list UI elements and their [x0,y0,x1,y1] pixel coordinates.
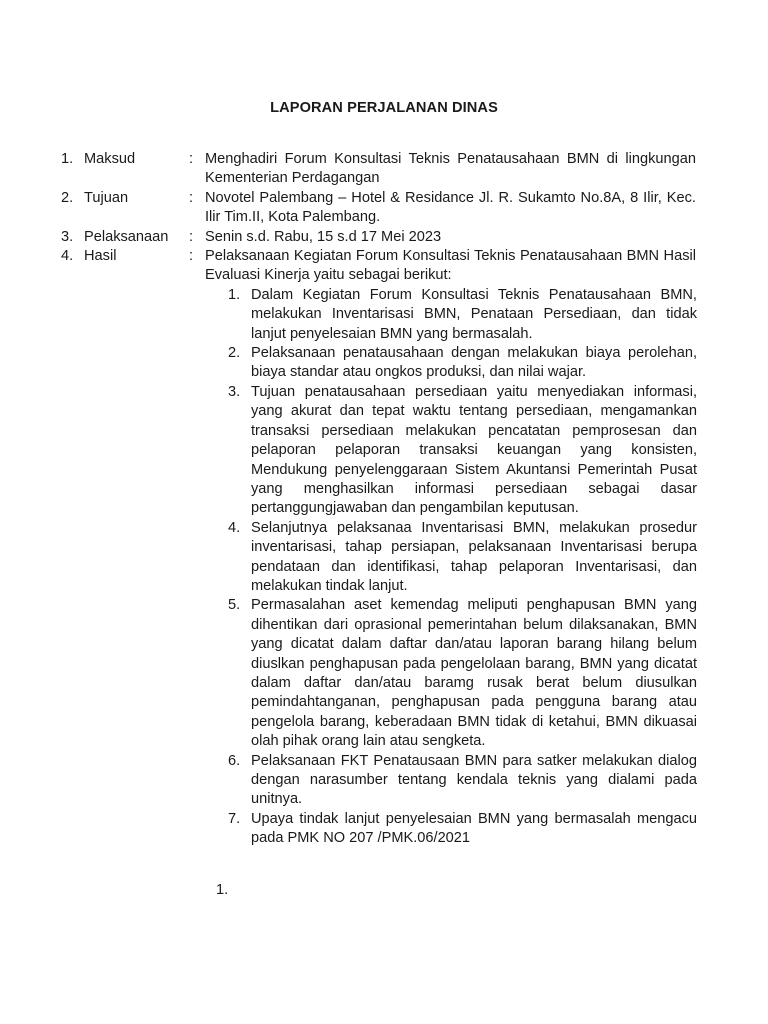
field-number: 4. [61,248,74,265]
list-item-text: Upaya tindak lanjut penyelesaian BMN yang bermasalah mengacu pada PMK NO 207 /PMK.06/2021 [251,810,697,847]
list-item-number: 7. [228,810,241,827]
list-item-number: 2. [228,345,241,362]
field-value: Menghadiri Forum Konsultasi Teknis Penatausahaan BMN di lingkungan Kementerian Perdagangan [205,151,696,187]
list-item [205,286,697,344]
list-item-text: Dalam Kegiatan Forum Konsultasi Teknis Penatausahaan BMN, melakukan Inventarisasi BMN, Penataan Persediaan, dan tidak lanjut penyelesaian BMN yang bermasalah. [251,286,697,342]
list-item-text: Pelaksanaan FKT Penatausaan BMN para satker melakukan dialog dengan narasumber tentang kendala teknis yang dialami pada unitnya. [251,752,697,808]
trailing-list-number: 1. [216,882,229,898]
field-hasil [0,247,768,286]
list-item [205,752,697,810]
field-colon: : [189,151,194,167]
field-colon: : [189,189,194,206]
document-title: LAPORAN PERJALANAN DINAS [270,100,498,116]
list-item-number: 6. [228,752,241,769]
field-maksud [0,150,768,189]
list-item [205,344,697,383]
field-number: 2. [61,189,74,206]
field-colon: : [189,248,194,265]
list-item [205,810,697,849]
hasil-list [205,286,697,849]
field-label: Pelaksanaan [84,228,169,245]
list-item [205,596,697,751]
list-item-text: Pelaksanaan penatausahaan dengan melakukan biaya perolehan, biaya standar atau ongkos produksi, dan nilai wajar. [251,345,697,381]
list-item-number: 4. [228,519,241,536]
list-item-text: Permasalahan aset kemendag meliputi penghapusan BMN yang dihentikan dari oprasional pemerintahan belum dilaksanakan, BMN yang dicatat dalam daftar dan/atau laporan barang hilang belum diuslkan penghapusan pada pengelolaan barang, BMN yang dicatat dalam daftar dan/atau baramg rusak berat belum diusulkan pemindahtanganan, penghapusan pada pengguna barang atau pengelola barang, keberadaan BMN tidak di ketahui, BMN dikuasai olah pihak orang lain atau sengketa. [251,597,697,750]
field-number: 1. [61,151,74,167]
field-value: Pelaksanaan Kegiatan Forum Konsultasi Teknis Penatausahaan BMN Hasil Evaluasi Kinerja yaitu sebagai berikut: [205,248,696,284]
list-item [205,519,697,597]
field-number: 3. [61,228,74,245]
field-label: Hasil [84,248,117,265]
field-value: Senin s.d. Rabu, 15 s.d 17 Mei 2023 [205,228,442,245]
list-item [205,383,697,519]
list-item-text: Tujuan penatausahaan persediaan yaitu menyediakan informasi, yang akurat dan tepat waktu tentang persediaan, mengamankan transaksi persediaan melakukan pencatatan pemprosesan dan pelaporan pelaporan transaksi keuangan yang konsisten, Mendukung penyelenggaraan Sistem Akuntansi Pemerintah Pusat yang menghasilkan informasi persediaan sebagai dasar pertanggungjawaban dan pengambilan keputusan. [251,383,697,517]
list-item-number: 5. [228,597,241,614]
field-label: Tujuan [84,189,129,206]
field-pelaksanaan [0,228,768,247]
list-item-number: 3. [228,383,241,400]
list-item-text: Selanjutnya pelaksanaa Inventarisasi BMN, melakukan prosedur inventarisasi, tahap persiapan, pelaksanaan Inventarisasi berupa pendataan dan identifikasi, tahap pelaporan Inventarisasi, dan melakukan tindak lanjut. [251,519,697,594]
field-colon: : [189,228,194,245]
report-fields [0,150,768,849]
field-value: Novotel Palembang – Hotel & Residance Jl. R. Sukamto No.8A, 8 Ilir, Kec. Ilir Tim.II, Kota Palembang. [205,189,696,226]
field-tujuan [0,189,768,228]
field-label: Maksud [84,151,136,167]
list-item-number: 1. [228,286,241,303]
